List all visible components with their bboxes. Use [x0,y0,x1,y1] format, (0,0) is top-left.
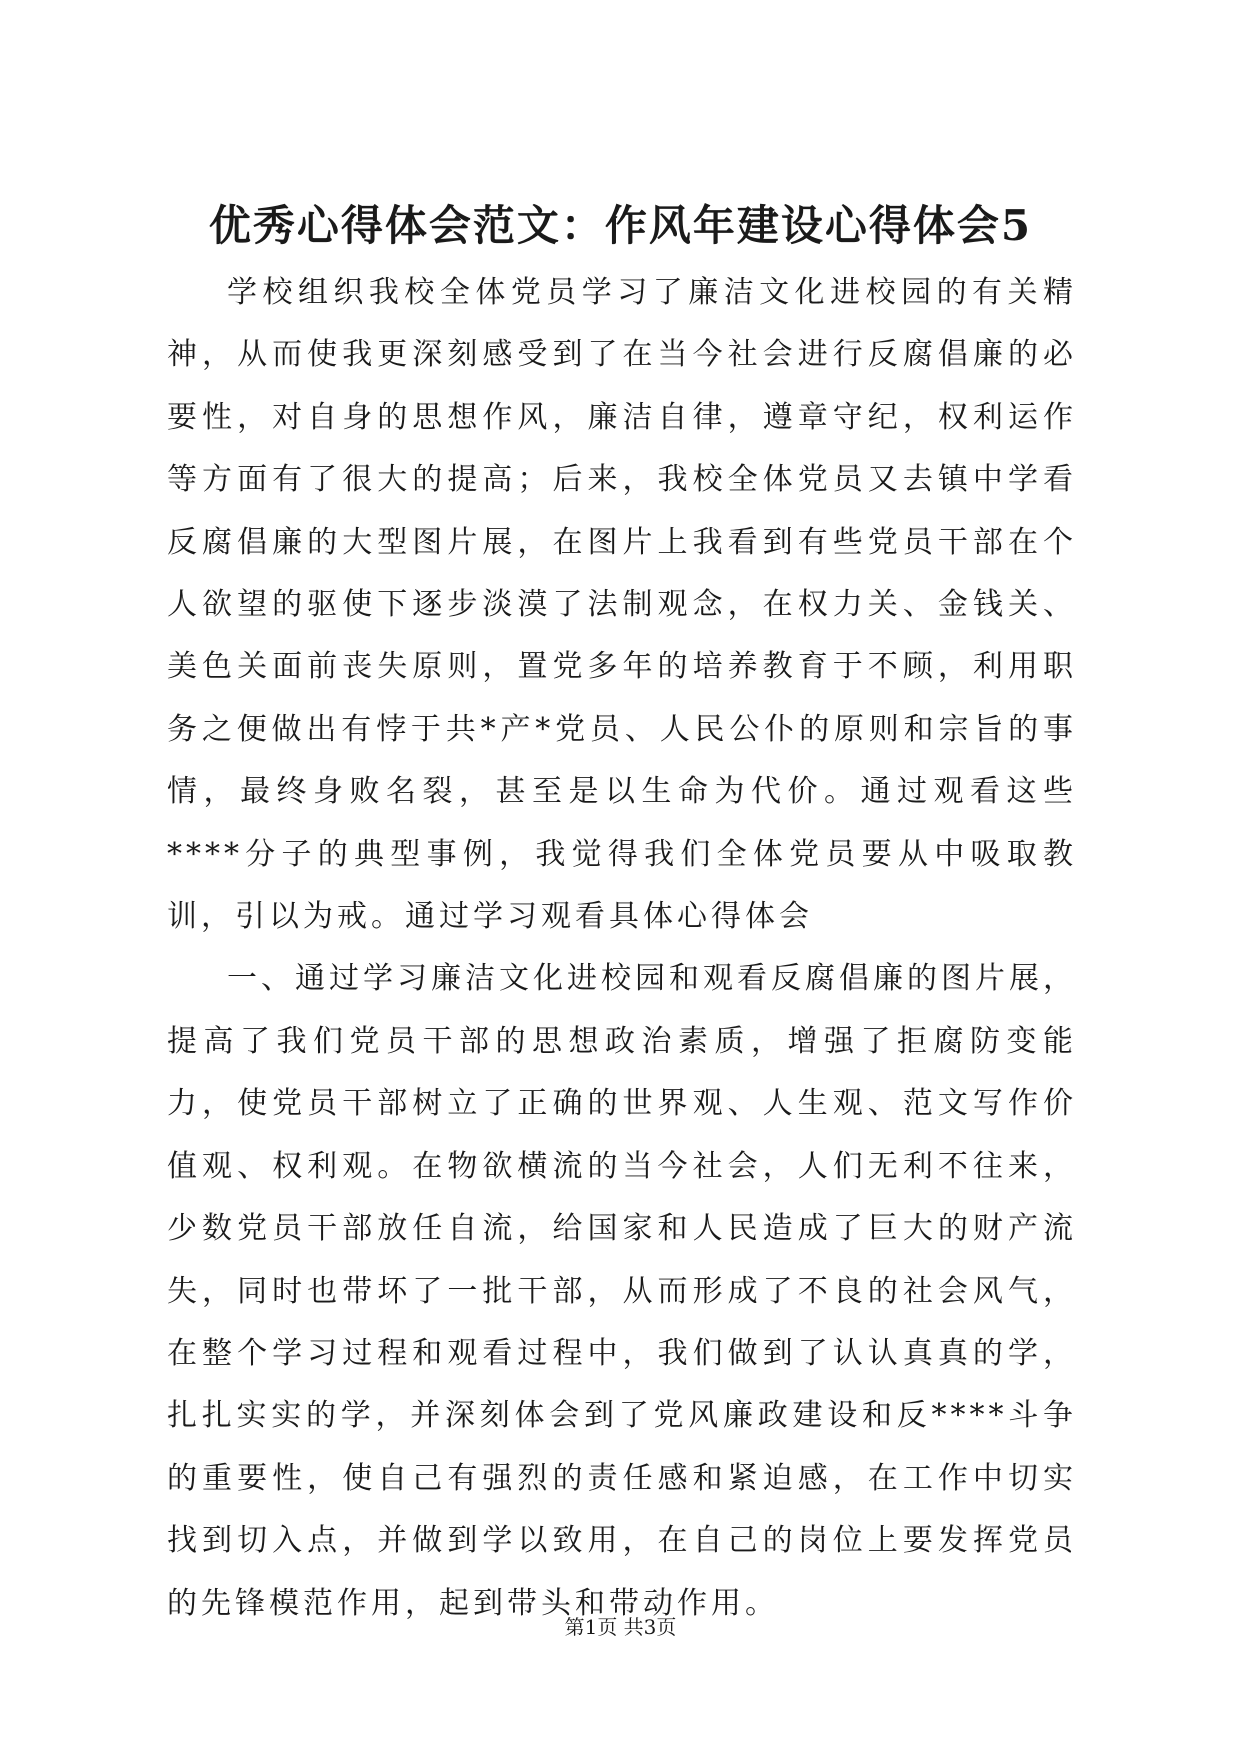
document-body [167,262,1077,1635]
document-title: 优秀心得体会范文：作风年建设心得体会5 [208,201,1033,250]
paragraph-intro: 学校组织我校全体党员学习了廉洁文化进校园的有关精神，从而使我更深刻感受到了在当今社会进行反腐倡廉的必要性，对自身的思想作风，廉洁自律，遵章守纪，权利运作等方面有了很大的提高；后来，我校全体党员又去镇中学看反腐倡廉的大型图片展，在图片上我看到有些党员干部在个人欲望的驱使下逐步淡漠了法制观念，在权力关、金钱关、美色关面前丧失原则，置党多年的培养教育于不顾，利用职务之便做出有悖于共*产*党员、人民公仆的原则和宗旨的事情，最终身败名裂，甚至是以生命为代价。通过观看这些****分子的典型事例，我觉得我们全体党员要从中吸取教训，引以为戒。通过学习观看具体心得体会 [167,275,1077,935]
paragraph-point-one: 一、通过学习廉洁文化进校园和观看反腐倡廉的图片展，提高了我们党员干部的思想政治素质，增强了拒腐防变能力，使党员干部树立了正确的世界观、人生观、范文写作价值观、权利观。在物欲横流的当今社会，人们无利不往来，少数党员干部放任自流，给国家和人民造成了巨大的财产流失，同时也带坏了一批干部，从而形成了不良的社会风气，在整个学习过程和观看过程中，我们做到了认认真真的学，扎扎实实的学，并深刻体会到了党风廉政建设和反****斗争的重要性，使自己有强烈的责任感和紧迫感，在工作中切实找到切入点，并做到学以致用，在自己的岗位上要发挥党员的先锋模范作用，起到带头和带动作用。 [167,961,1077,1621]
page-number-footer: 第1页 共3页 [564,1615,677,1639]
